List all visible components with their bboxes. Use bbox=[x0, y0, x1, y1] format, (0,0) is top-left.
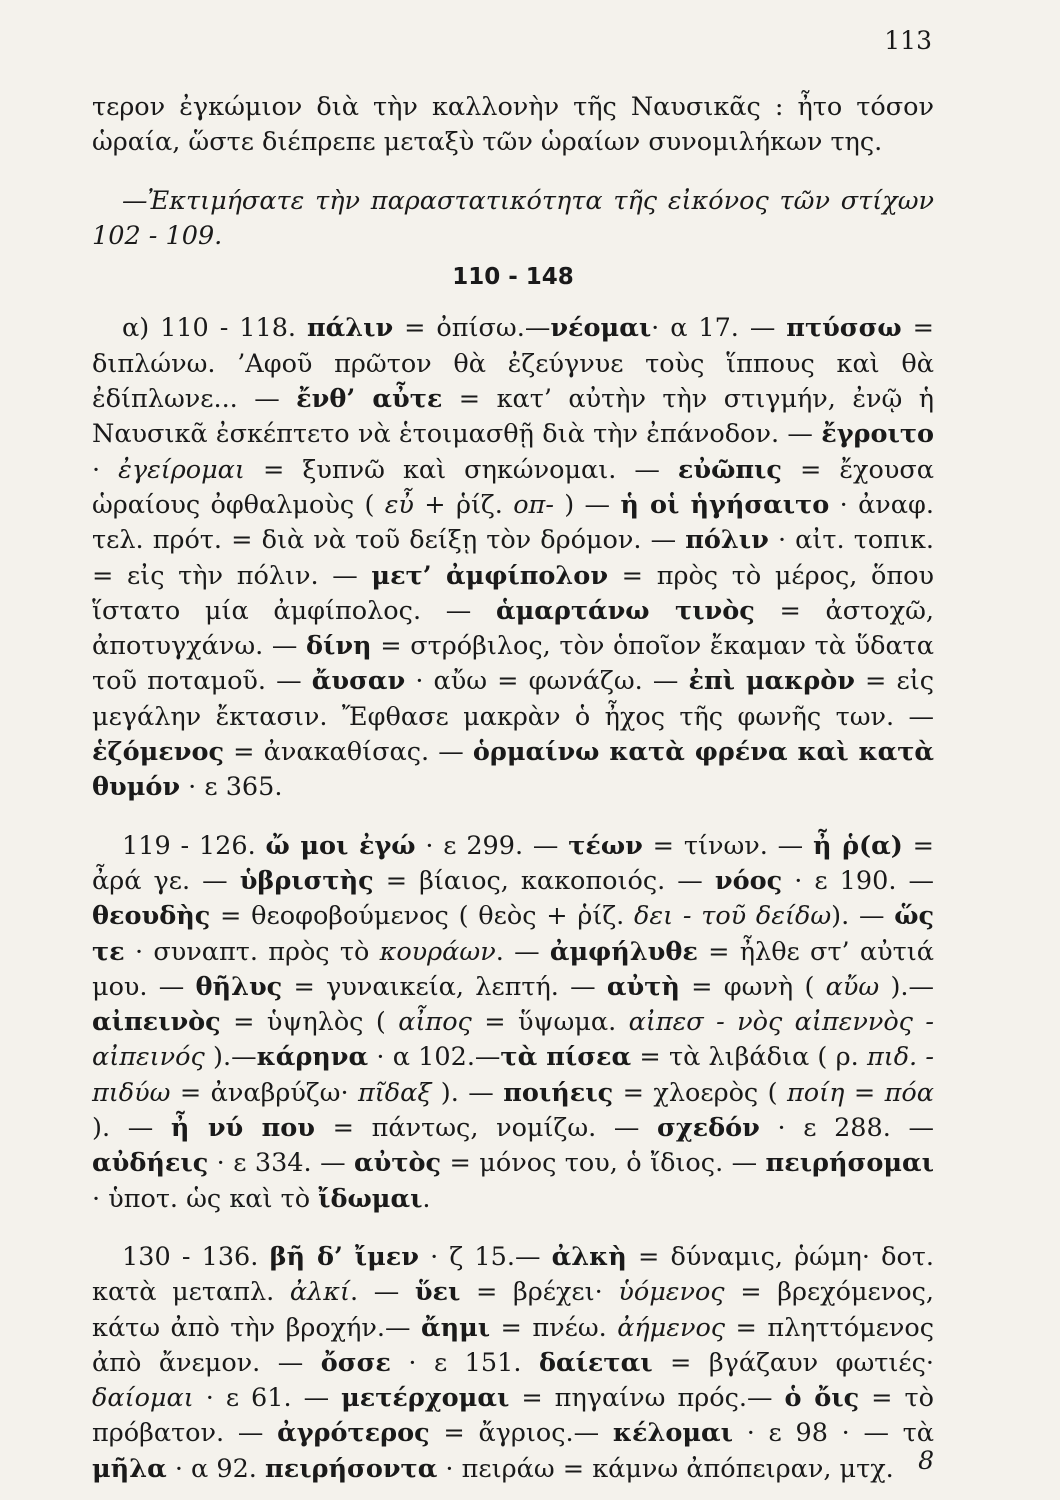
text-run: = ἦλθε στ’ αὐτιά μου. — bbox=[92, 936, 934, 1002]
text-run: · συναπτ. πρὸς τὸ bbox=[124, 936, 380, 967]
page-body bbox=[92, 90, 934, 1487]
italic-text: ἀλκί bbox=[289, 1277, 350, 1308]
text-run: = ἀναβρύζω· bbox=[170, 1077, 358, 1108]
text-run: = βρεχόμενος, κάτω ἀπὸ τὴν βροχήν.— bbox=[92, 1277, 934, 1343]
paragraph-exercise bbox=[92, 184, 934, 255]
bold-term: δίνη bbox=[306, 631, 372, 662]
bold-term: ὤ μοι ἐγώ bbox=[265, 830, 416, 861]
text-run: 130 - 136. bbox=[122, 1241, 270, 1272]
text-run: α) 110 - 118. bbox=[122, 313, 307, 344]
italic-text: ἀήμενος bbox=[617, 1312, 726, 1343]
bold-term: ἀγρότερος bbox=[277, 1418, 430, 1449]
spacer bbox=[92, 806, 934, 829]
bold-term: βῆ δ’ ἴμεν bbox=[269, 1241, 419, 1272]
page-number-top: 113 bbox=[884, 26, 932, 55]
bold-term: ἐπὶ μακρὸν bbox=[688, 666, 855, 697]
text-run: = εἰς μεγάλην ἔκτασιν. Ἔφθασε μακρὰν ὁ ἦχος τῆς φωνῆς των. — bbox=[92, 666, 934, 732]
bold-term: αὐδήεις bbox=[92, 1148, 209, 1179]
text-run: . — bbox=[495, 936, 550, 967]
bold-term: ἔνθ’ αὖτε bbox=[296, 384, 443, 415]
bold-term: ὑβριστὴς bbox=[239, 865, 374, 896]
text-run: = τὸ πρόβατον. — bbox=[92, 1383, 934, 1449]
text-run: = ὕψωμα. bbox=[471, 1007, 629, 1038]
bold-term: μῆλα bbox=[92, 1453, 167, 1484]
text-run: τερον ἐγκώμιον διὰ τὴν καλλονὴν τῆς Ναυσικᾶς : ἦτο τόσον ὡραία, ὥστε διέπρεπε μεταξὺ τῶν ὡραίων συνομιλήκων της. bbox=[92, 92, 934, 158]
bold-term: αἰπεινὸς bbox=[92, 1007, 221, 1038]
text-run: = γυναικεία, λεπτή. — bbox=[282, 971, 607, 1002]
text-run: · α 92. bbox=[166, 1453, 266, 1484]
text-run: = δύναμις, ῥώμη· δοτ. κατὰ μεταπλ. bbox=[92, 1241, 935, 1308]
text-run: · ἀναφ. τελ. πρότ. = διὰ νὰ τοῦ δείξῃ τὸν δρόμον. — bbox=[92, 489, 934, 556]
bold-term: κάρηνα bbox=[256, 1042, 369, 1073]
italic-text: οπ- bbox=[513, 489, 554, 520]
text-run: = ἀστοχῶ, ἀποτυγχάνω. — bbox=[92, 595, 934, 662]
bold-term: ἀλκὴ bbox=[551, 1241, 627, 1272]
bold-term: ἦ νύ που bbox=[170, 1113, 315, 1144]
text-run: = ἆρά γε. — bbox=[92, 830, 934, 896]
spacer bbox=[92, 1217, 934, 1240]
text-run: = πληττόμενος ἀπὸ ἄνεμον. — bbox=[92, 1312, 935, 1378]
bold-term: πτύσσω bbox=[786, 313, 902, 344]
bold-term: πειρήσοντα bbox=[265, 1453, 438, 1484]
text-run: · ε 299. — bbox=[415, 830, 569, 861]
text-run: · ὑποτ. ὡς καὶ τὸ bbox=[92, 1183, 319, 1214]
text-run: · ε 98 · — τὰ bbox=[733, 1418, 935, 1449]
italic-text: πιδ. - πιδύω bbox=[92, 1042, 934, 1108]
bold-term: δαίεται bbox=[538, 1347, 653, 1378]
italic-text: ὑόμενος bbox=[618, 1277, 725, 1308]
text-run: · ζ 15.— bbox=[419, 1241, 552, 1272]
text-run: + ῥίζ. bbox=[413, 489, 514, 520]
italic-text: —Ἐκτιμήσατε τὴν παραστατικότητα τῆς εἰκόνος τῶν στίχων 102 - 109. bbox=[92, 185, 934, 251]
bold-term: πόλιν bbox=[685, 525, 769, 556]
paragraph-1 bbox=[92, 90, 934, 161]
text-run: ) — bbox=[553, 489, 621, 520]
text-run: = τίνων. — bbox=[642, 830, 813, 861]
text-run: ). — bbox=[92, 1113, 171, 1144]
italic-text: εὖ bbox=[384, 489, 414, 520]
text-run: · ε 190. — bbox=[782, 865, 934, 896]
italic-text: ποίη = πόα bbox=[787, 1077, 934, 1108]
bold-term: πάλιν bbox=[306, 313, 394, 344]
italic-text: αὔω bbox=[825, 971, 880, 1002]
text-run: 119 - 126. bbox=[122, 830, 266, 861]
bold-term: κέλομαι bbox=[612, 1418, 734, 1449]
text-run: = κατ’ αὐτὴν τὴν στιγμήν, ἐνῷ ἡ Ναυσικᾶ ἐσκέπτετο νὰ ἑτοιμασθῇ διὰ τὴν ἐπάνοδον. — bbox=[92, 384, 934, 450]
bold-term: αὐτὴ bbox=[606, 971, 680, 1002]
italic-text: ἐγείρομαι bbox=[118, 454, 245, 485]
bold-term: ὁ ὄις bbox=[784, 1383, 860, 1414]
text-run: = πηγαίνω πρός.— bbox=[509, 1383, 785, 1414]
bold-term: νέομαι bbox=[550, 313, 652, 344]
text-run: = θεοφοβούμενος ( θεὸς + ῥίζ. bbox=[210, 901, 635, 932]
bold-term: ἄημι bbox=[420, 1312, 491, 1343]
text-run: · ε 151. bbox=[390, 1347, 539, 1378]
bold-term: ἴδωμαι bbox=[318, 1183, 423, 1214]
text-run: = φωνὴ ( bbox=[679, 971, 826, 1002]
bold-term: ἡ οἱ ἡγήσαιτο bbox=[620, 489, 830, 520]
bold-term: ἄυσαν bbox=[311, 666, 406, 697]
bold-term: ὕει bbox=[414, 1277, 461, 1308]
text-run: · αὔω = φωνάζω. — bbox=[405, 666, 689, 697]
bold-term: ὥς τε bbox=[92, 901, 935, 967]
bold-term: ἁμαρτάνω τινὸς bbox=[495, 595, 755, 626]
italic-text: πῖδαξ bbox=[357, 1077, 432, 1108]
text-run: · πειράω = κάμνω ἀπόπειραν, μτχ. bbox=[437, 1453, 894, 1484]
paragraph-110-118 bbox=[92, 311, 934, 805]
bold-term: ὁρμαίνω κατὰ φρένα καὶ κατὰ θυμόν bbox=[92, 737, 934, 803]
text-run: · α 102.— bbox=[368, 1042, 501, 1073]
text-run: = ξυπνῶ καὶ σηκώνομαι. — bbox=[244, 454, 678, 485]
text-run: · αἰτ. τοπικ. = εἰς τὴν πόλιν. — bbox=[92, 525, 934, 591]
text-run: ).— bbox=[204, 1042, 257, 1073]
text-run: = στρόβιλος, τὸν ὁποῖον ἔκαμαν τὰ ὕδατα τοῦ ποταμοῦ. — bbox=[92, 631, 935, 697]
text-run: = βγάζαυν φωτιές· bbox=[652, 1347, 934, 1378]
text-run: = χλοερὸς ( bbox=[613, 1077, 788, 1108]
bold-term: θῆλυς bbox=[195, 971, 283, 1002]
italic-text: αἰπεσ - νὸς αἰπεννὸς - αἰπεινός bbox=[92, 1007, 934, 1073]
bold-term: μετέρχομαι bbox=[341, 1383, 510, 1414]
bold-term: ἦ ῥ(α) bbox=[812, 830, 903, 861]
bold-term: μετ’ ἀμφίπολον bbox=[371, 560, 609, 591]
text-run: · bbox=[92, 454, 119, 485]
text-run: ). — bbox=[831, 901, 895, 932]
text-run: = ἀνακαθίσας. — bbox=[224, 737, 473, 768]
bold-term: νόος bbox=[714, 865, 783, 896]
bold-term: σχεδόν bbox=[657, 1113, 760, 1144]
text-run: · ε 334. — bbox=[208, 1148, 355, 1179]
text-run: = βρέχει· bbox=[460, 1277, 619, 1308]
text-run: = μόνος του, ὁ ἴδιος. — bbox=[441, 1148, 766, 1179]
bold-term: πειρήσομαι bbox=[765, 1148, 934, 1179]
text-run: = βίαιος, κακοποιός. — bbox=[373, 865, 715, 896]
text-run: · α 17. — bbox=[651, 313, 787, 344]
text-run: · ε 288. — bbox=[759, 1113, 934, 1144]
paragraph-130-136 bbox=[92, 1240, 934, 1487]
text-run: ).— bbox=[879, 971, 934, 1002]
bold-term: αὐτὸς bbox=[354, 1148, 442, 1179]
italic-text: αἶπος bbox=[398, 1007, 472, 1038]
text-run: . — bbox=[349, 1277, 415, 1308]
bold-term: ἑζόμενος bbox=[92, 737, 225, 768]
spacer bbox=[92, 161, 934, 184]
italic-text: δαίομαι bbox=[92, 1383, 194, 1414]
bold-term: ὄσσε bbox=[320, 1347, 391, 1378]
text-run: = πνέω. bbox=[490, 1312, 618, 1343]
text-run: = πρὸς τὸ μέρος, ὅπου ἵστατο μία ἀμφίπολος. — bbox=[92, 560, 934, 626]
bold-term: τέων bbox=[568, 830, 643, 861]
text-run: = πάντως, νομίζω. — bbox=[315, 1113, 658, 1144]
text-run: = ἄγριος.— bbox=[429, 1418, 613, 1449]
text-run: = τὰ λιβάδια ( ρ. bbox=[631, 1042, 867, 1073]
text-run: = διπλώνω. ’Αφοῦ πρῶτον θὰ ἐζεύγνυε τοὺς ἵππους καὶ θὰ ἐδίπλωνε... — bbox=[92, 313, 934, 415]
page-number-bottom: 8 bbox=[918, 1446, 934, 1475]
bold-term: ποιήεις bbox=[503, 1077, 614, 1108]
bold-term: ἔγροιτο bbox=[821, 419, 934, 450]
text-run: = ὀπίσω.— bbox=[393, 313, 551, 344]
italic-text: δει - τοῦ δείδω bbox=[634, 901, 832, 932]
italic-text: κουράων bbox=[379, 936, 496, 967]
paragraph-119-126 bbox=[92, 829, 934, 1217]
text-run: = ὑψηλὸς ( bbox=[220, 1007, 399, 1038]
text-run: · ε 61. — bbox=[193, 1383, 342, 1414]
text-run: ). — bbox=[431, 1077, 504, 1108]
bold-term: ἀμφήλυθε bbox=[549, 936, 698, 967]
bold-term: τὰ πίσεα bbox=[500, 1042, 632, 1073]
text-run: . bbox=[422, 1183, 431, 1214]
bold-term: εὐῶπις bbox=[677, 454, 782, 485]
bold-term: θεουδὴς bbox=[92, 901, 211, 932]
section-heading: 110 - 148 bbox=[452, 264, 574, 291]
text-run: = ἔχουσα ὡραίους ὀφθαλμοὺς ( bbox=[92, 454, 934, 520]
text-run: · ε 365. bbox=[180, 772, 283, 803]
